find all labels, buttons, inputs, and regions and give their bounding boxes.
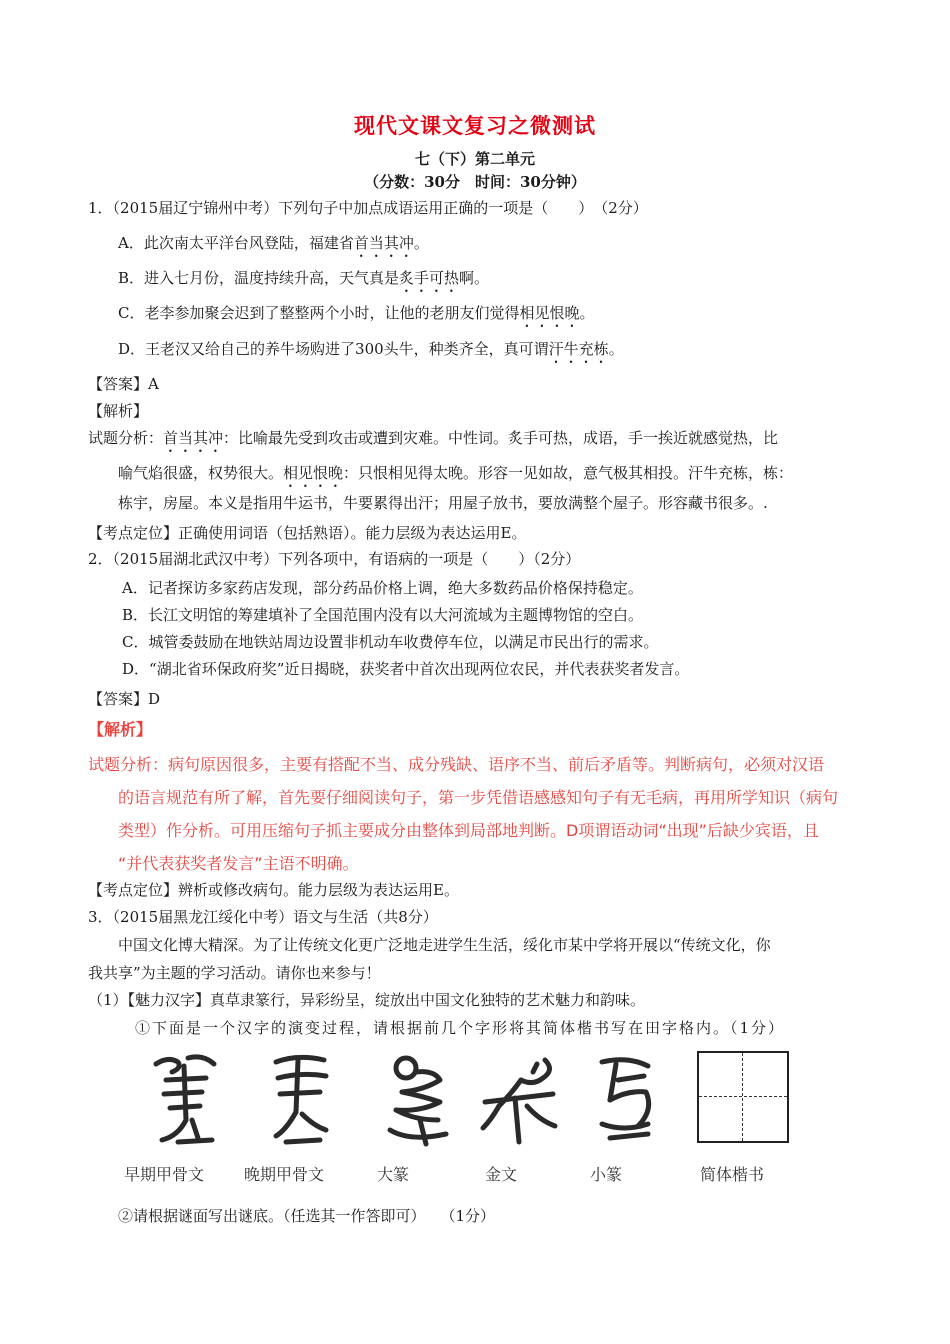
q1-option-b: B．进入七月份，温度持续升高，天气真是炙手可热啊。 bbox=[118, 269, 490, 287]
q3-stem: 3．（2015届黑龙江绥化中考）语文与生活（共8分） bbox=[88, 908, 438, 926]
q2-analysis-heading: 【解析】 bbox=[88, 720, 153, 739]
caption-late-oracle: 晚期甲骨文 bbox=[244, 1165, 325, 1184]
q2-analysis-line-1: 试题分析：病句原因很多，主要有搭配不当、成分残缺、语序不当、前后矛盾等。判断病句，必须对汉语 bbox=[88, 755, 825, 774]
caption-small-seal: 小篆 bbox=[590, 1165, 623, 1184]
q2-answer: 【答案】D bbox=[88, 690, 161, 708]
q2-analysis-line-4: “并代表获奖者发言”主语不明确。 bbox=[118, 854, 359, 873]
oracle-glyph-late-icon bbox=[268, 1050, 338, 1150]
caption-regular-script: 简体楷书 bbox=[700, 1165, 765, 1184]
q2-option-a: A．记者探访多家药店发现，部分药品价格上调，绝大多数药品价格保持稳定。 bbox=[122, 579, 643, 597]
q2-point: 【考点定位】辨析或修改病句。能力层级为表达运用E。 bbox=[88, 881, 459, 899]
q2-option-d: D．“湖北省环保政府奖”近日揭晓，获奖者中首次出现两位农民，并代表获奖者发言。 bbox=[122, 660, 690, 678]
q1-option-a: A．此次南太平洋台风登陆，福建省首当其冲。 bbox=[118, 234, 429, 252]
q1-analysis-line-3: 栋宇，房屋。本义是指用牛运书，牛要累得出汗；用屋子放书，要放满整个屋子。形容藏书很多。. bbox=[118, 494, 768, 512]
q3-sub-1: ①下面是一个汉字的演变过程，请根据前几个字形将其简体楷书写在田字格内。（1分） bbox=[135, 1019, 786, 1037]
q1-analysis-line-1: 试题分析：首当其冲：比喻最先受到攻击或遭到灾难。中性词。炙手可热，成语，手一挨近就感觉热，比 bbox=[88, 429, 779, 447]
q3-intro-line-1: 中国文化博大精深。为了让传统文化更广泛地走进学生生活，绥化市某中学将开展以“传统文化，你 bbox=[118, 936, 771, 954]
caption-early-oracle: 早期甲骨文 bbox=[124, 1165, 205, 1184]
page-title: 现代文课文复习之微测试 bbox=[354, 114, 596, 138]
q1-stem: 1．（2015届辽宁锦州中考）下列句子中加点成语运用正确的一项是（ ） （2分） bbox=[88, 199, 648, 217]
q2-analysis-line-2: 的语言规范有所了解，首先要仔细阅读句子，第一步凭借语感感知句子有无毛病，再用所学知识（病句 bbox=[118, 788, 839, 807]
caption-bronze: 金文 bbox=[485, 1165, 518, 1184]
q3-sub-2: ②请根据谜面写出谜底。（任选其一作答即可） （1分） bbox=[118, 1207, 496, 1225]
q1-analysis-line-2: 喻气焰很盛，权势很大。相见恨晚：只恨相见得太晚。形容一见如故，意气极其相投。汗牛充栋，栋： bbox=[118, 464, 794, 482]
seal-glyph-large-icon bbox=[380, 1050, 460, 1150]
seal-glyph-small-icon bbox=[588, 1050, 668, 1150]
q1-option-d: D．王老汉又给自己的养牛场购进了300头牛，种类齐全，真可谓汗牛充栋。 bbox=[118, 340, 624, 358]
caption-large-seal: 大篆 bbox=[377, 1165, 410, 1184]
oracle-glyph-early-icon bbox=[148, 1050, 228, 1150]
q2-analysis-line-3: 类型）作分析。可用压缩句子抓主要成分由整体到局部地判断。D项谓语动词“出现”后缺少宾语，且 bbox=[118, 821, 819, 840]
q3-part-1: （1）【魅力汉字】真草隶篆行，异彩纷呈，绽放出中国文化独特的艺术魅力和韵味。 bbox=[88, 991, 646, 1009]
q1-option-c: C．老李参加聚会迟到了整整两个小时，让他的老朋友们觉得相见恨晚。 bbox=[118, 304, 595, 322]
q1-analysis-heading: 【解析】 bbox=[88, 402, 149, 420]
unit-subtitle: 七（下）第二单元 bbox=[414, 150, 535, 168]
score-time-info: （分数：30分 时间：30分钟） bbox=[364, 173, 586, 191]
tian-grid-icon[interactable] bbox=[697, 1051, 789, 1143]
q2-option-b: B．长江文明馆的筹建填补了全国范围内没有以大河流域为主题博物馆的空白。 bbox=[122, 606, 644, 624]
q2-option-c: C．城管委鼓励在地铁站周边设置非机动车收费停车位，以满足市民出行的需求。 bbox=[122, 633, 659, 651]
q2-stem: 2．（2015届湖北武汉中考）下列各项中，有语病的一项是（ ）（2分） bbox=[88, 550, 581, 568]
q3-intro-line-2: 我共享”为主题的学习活动。请你也来参与！ bbox=[88, 964, 381, 982]
q1-point: 【考点定位】正确使用词语（包括熟语）。能力层级为表达运用E。 bbox=[88, 524, 527, 542]
q1-answer: 【答案】A bbox=[88, 375, 159, 393]
bronze-glyph-icon bbox=[475, 1050, 565, 1150]
